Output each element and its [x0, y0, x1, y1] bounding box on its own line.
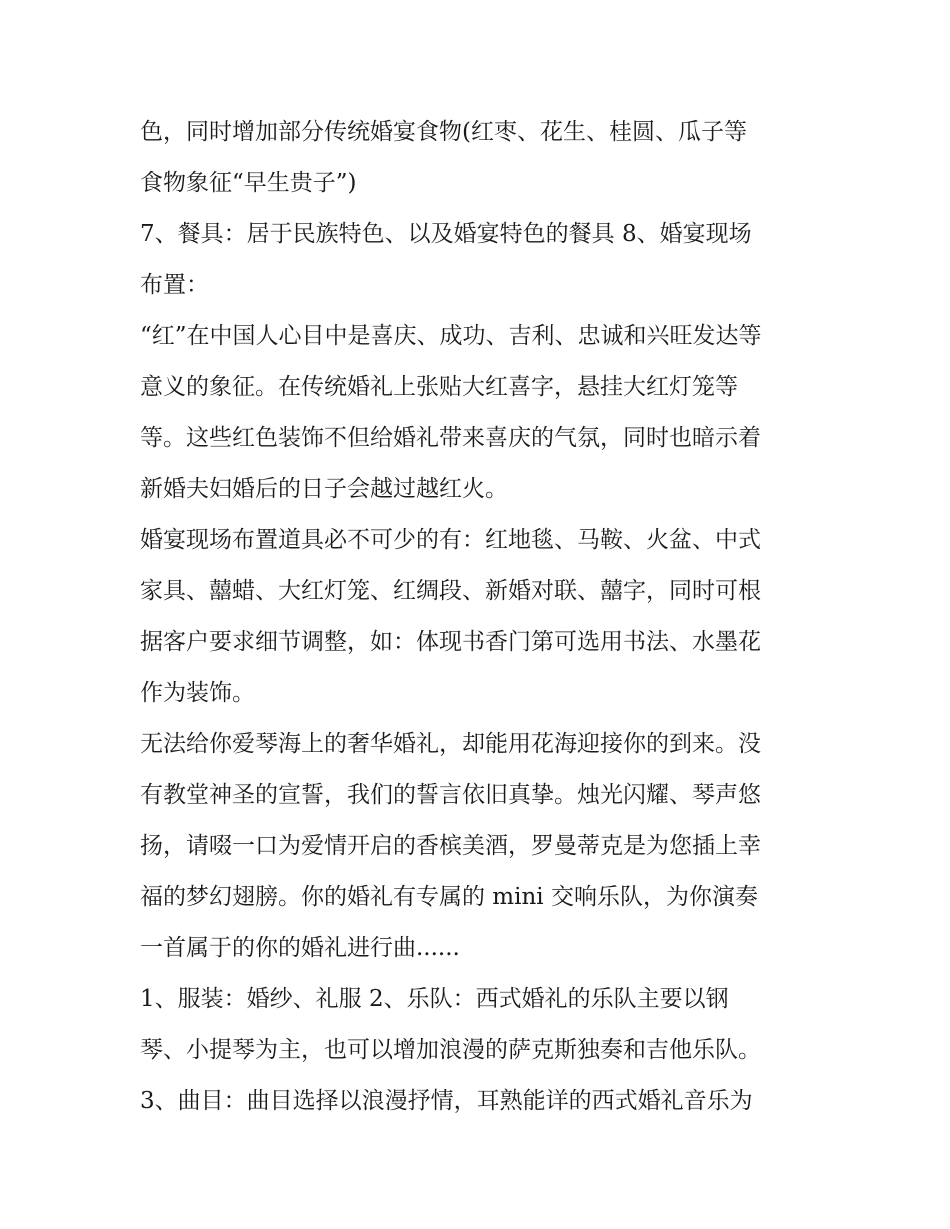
- text-line: 1、服装：婚纱、礼服 2、乐队：西式婚礼的乐队主要以钢: [140, 986, 729, 1012]
- text-line: 福的梦幻翅膀。你的婚礼有专属的 mini 交响乐队，为你演奏: [140, 884, 758, 910]
- text-line: 作为装饰。: [140, 680, 255, 706]
- document-body: [140, 107, 820, 1127]
- text-line: “红”在中国人心目中是喜庆、成功、吉利、忠诚和兴旺发达等: [140, 323, 762, 349]
- text-line: 食物象征“早生贵子”): [140, 170, 357, 196]
- text-line: 有教堂神圣的宣誓，我们的誓言依旧真挚。烛光闪耀、琴声悠: [140, 782, 761, 808]
- text-line: 婚宴现场布置道具必不可少的有：红地毯、马鞍、火盆、中式: [140, 527, 761, 553]
- text-line: 3、曲目：曲目选择以浪漫抒情，耳熟能详的西式婚礼音乐为: [140, 1088, 753, 1114]
- text-line: 扬，请啜一口为爱情开启的香槟美酒，罗曼蒂克是为您插上幸: [140, 833, 761, 859]
- text-line: 布置：: [140, 272, 209, 298]
- text-line: 据客户要求细节调整，如：体现书香门第可选用书法、水墨花: [140, 629, 761, 655]
- text-line: 家具、囍蜡、大红灯笼、红绸段、新婚对联、囍字，同时可根: [140, 578, 761, 604]
- text-line: 无法给你爱琴海上的奢华婚礼，却能用花海迎接你的到来。没: [140, 731, 761, 757]
- text-line: 新婚夫妇婚后的日子会越过越红火。: [140, 476, 508, 502]
- text-line: 色，同时增加部分传统婚宴食物(红枣、花生、桂圆、瓜子等: [140, 119, 747, 145]
- text-line: 一首属于的你的婚礼进行曲......: [140, 935, 460, 961]
- text-line: 琴、小提琴为主，也可以增加浪漫的萨克斯独奏和吉他乐队。: [140, 1037, 761, 1063]
- text-line: 意义的象征。在传统婚礼上张贴大红喜字，悬挂大红灯笼等: [140, 374, 738, 400]
- text-line: 等。这些红色装饰不但给婚礼带来喜庆的气氛，同时也暗示着: [140, 425, 761, 451]
- text-line: 7、餐具：居于民族特色、以及婚宴特色的餐具 8、婚宴现场: [140, 221, 752, 247]
